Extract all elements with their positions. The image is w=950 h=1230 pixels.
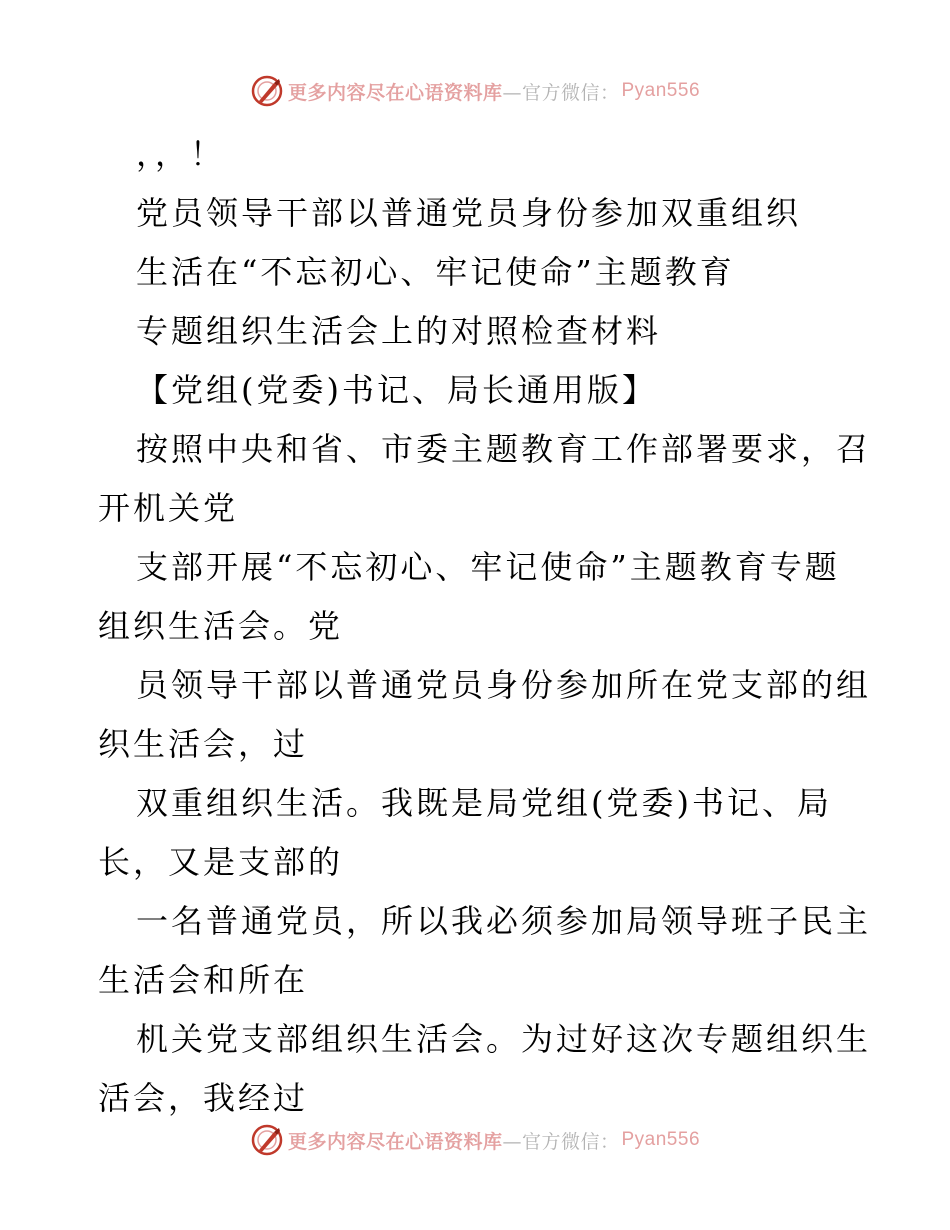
watermark-site-text: 更多内容尽在心语资料库 xyxy=(287,1130,503,1153)
paragraph-line: 支部开展“不忘初心、牢记使命”主题教育专题 xyxy=(136,548,840,586)
footer-watermark xyxy=(0,1120,950,1160)
paragraph-line: 生活会和所在 xyxy=(98,961,309,999)
paragraph-line: 组织生活会。党 xyxy=(98,607,344,645)
title-line-3: 专题组织生活会上的对照检查材料 xyxy=(136,312,662,350)
paragraph-line: 机关党支部组织生活会。为过好这次专题组织生 xyxy=(136,1020,872,1058)
punctuation-line: ，，！ xyxy=(136,135,226,173)
title-line-2: 生活在“不忘初心、牢记使命”主题教育 xyxy=(136,253,735,291)
paragraph-line: 按照中央和省、市委主题教育工作部署要求，召 xyxy=(136,430,872,468)
title-line-1: 党员领导干部以普通党员身份参加双重组织 xyxy=(136,194,802,232)
watermark-wechat-id: Pyan556 xyxy=(621,1129,701,1150)
watermark-site-text: 更多内容尽在心语资料库 xyxy=(287,81,503,104)
document-body xyxy=(98,125,872,1128)
watermark-wechat-label: —官方微信： xyxy=(502,81,620,104)
paragraph-line: 双重组织生活。我既是局党组(党委)书记、局 xyxy=(136,784,832,822)
paragraph-line: 开机关党 xyxy=(98,489,239,527)
paragraph-line: 员领导干部以普通党员身份参加所在党支部的组 xyxy=(136,666,872,704)
paragraph-line: 织生活会，过 xyxy=(98,725,309,763)
pen-nib-logo-icon xyxy=(250,74,284,108)
paragraph-line: 一名普通党员，所以我必须参加局领导班子民主 xyxy=(136,902,872,940)
paragraph-line: 长，又是支部的 xyxy=(98,843,344,881)
watermark-wechat-id: Pyan556 xyxy=(621,80,701,101)
header-watermark xyxy=(0,71,950,111)
watermark-wechat-label: —官方微信： xyxy=(502,1130,620,1153)
pen-nib-logo-icon xyxy=(250,1123,284,1157)
paragraph-line: 活会，我经过 xyxy=(98,1079,309,1117)
subtitle-line: 【党组(党委)书记、局长通用版】 xyxy=(136,371,657,409)
